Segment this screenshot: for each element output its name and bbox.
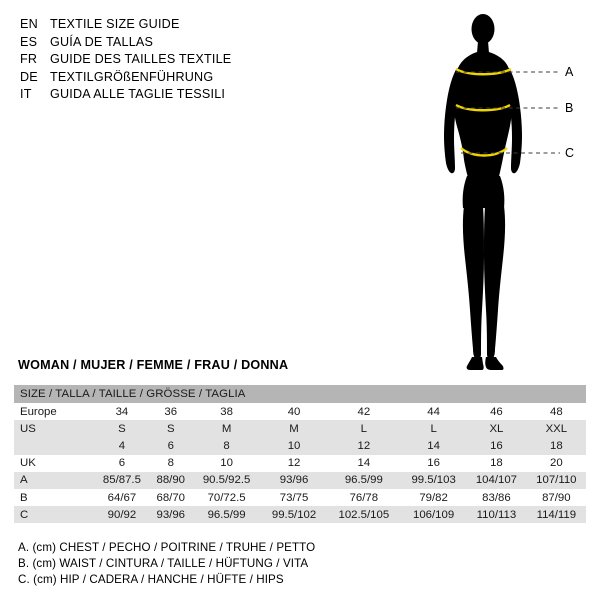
table-cell: 70/72.5 (192, 489, 262, 506)
table-cell: S (94, 420, 150, 437)
section-title: WOMAN / MUJER / FEMME / FRAU / DONNA (18, 358, 289, 372)
row-label: US (14, 420, 94, 437)
row-label: UK (14, 455, 94, 472)
table-cell: L (327, 420, 401, 437)
silhouette-svg (420, 8, 590, 378)
table-cell: 6 (94, 455, 150, 472)
table-cell: 102.5/105 (327, 506, 401, 523)
table-cell: 79/82 (401, 489, 466, 506)
table-cell: 93/96 (261, 472, 326, 489)
table-row (14, 472, 586, 489)
table-cell: 99.5/102 (261, 506, 326, 523)
table-cell: XL (466, 420, 526, 437)
table-cell: 38 (192, 403, 262, 420)
language-code: IT (20, 87, 32, 101)
table-cell: 44 (401, 403, 466, 420)
table-cell: 42 (327, 403, 401, 420)
table-cell: 64/67 (94, 489, 150, 506)
table-cell: 46 (466, 403, 526, 420)
table-cell: 18 (527, 437, 586, 454)
table-cell: 8 (192, 437, 262, 454)
table-cell: 90.5/92.5 (192, 472, 262, 489)
language-row (20, 34, 350, 52)
table-cell: 104/107 (466, 472, 526, 489)
table-header-cell: SIZE / TALLA / TAILLE / GRÖSSE / TAGLIA (14, 385, 586, 403)
table-cell: 88/90 (150, 472, 192, 489)
table-row (14, 420, 586, 437)
table-cell: 4 (94, 437, 150, 454)
table-cell: M (192, 420, 262, 437)
measurement-notes (18, 540, 315, 587)
table-cell: 107/110 (527, 472, 586, 489)
table-cell: 96.5/99 (327, 472, 401, 489)
table-cell: 6 (150, 437, 192, 454)
table-cell: XXL (527, 420, 586, 437)
table-row (14, 506, 586, 523)
table-cell: 8 (150, 455, 192, 472)
table-cell: 18 (466, 455, 526, 472)
table-cell: 76/78 (327, 489, 401, 506)
language-code: EN (20, 17, 38, 31)
row-label: A (14, 472, 94, 489)
table-cell: 48 (527, 403, 586, 420)
language-title: GUIDE DES TAILLES TEXTILE (50, 52, 232, 66)
table-cell: 83/86 (466, 489, 526, 506)
table-cell: 73/75 (261, 489, 326, 506)
language-row (20, 16, 350, 34)
table-cell: 12 (327, 437, 401, 454)
table-cell: 85/87.5 (94, 472, 150, 489)
language-title: GUIDA ALLE TAGLIE TESSILI (50, 87, 226, 101)
measure-label-c: C (565, 146, 575, 160)
table-row (14, 489, 586, 506)
table-row (14, 455, 586, 472)
measure-label-b: B (565, 101, 574, 115)
table-cell: 14 (401, 437, 466, 454)
table-cell: 93/96 (150, 506, 192, 523)
table-cell: S (150, 420, 192, 437)
table-cell: 34 (94, 403, 150, 420)
row-label: B (14, 489, 94, 506)
table-cell: 16 (401, 455, 466, 472)
table-cell: 106/109 (401, 506, 466, 523)
language-row (20, 86, 350, 104)
table-cell: 40 (261, 403, 326, 420)
table-cell: M (261, 420, 326, 437)
measure-label-a: A (565, 65, 574, 79)
table-header-row (14, 385, 586, 403)
table-cell: 110/113 (466, 506, 526, 523)
language-title: GUÍA DE TALLAS (50, 34, 154, 49)
size-table (14, 385, 586, 523)
table-cell: 10 (261, 437, 326, 454)
table-row (14, 437, 586, 454)
table-cell: 99.5/103 (401, 472, 466, 489)
table-cell: 68/70 (150, 489, 192, 506)
table-cell: 14 (327, 455, 401, 472)
note-waist: B. (cm) WAIST / CINTURA / TAILLE / HÜFTUNG / VITA (18, 556, 309, 570)
language-code: DE (20, 69, 38, 84)
note-chest: A. (cm) CHEST / PECHO / POITRINE / TRUHE / PETTO (18, 541, 316, 554)
language-header-block (20, 16, 350, 104)
language-title: TEXTILE SIZE GUIDE (50, 17, 180, 31)
language-title: TEXTILGRÖßENFÜHRUNG (50, 69, 214, 84)
table-cell: 12 (261, 455, 326, 472)
language-row (20, 69, 350, 87)
language-row (20, 51, 350, 69)
table-cell: 20 (527, 455, 586, 472)
table-cell: 90/92 (94, 506, 150, 523)
table-cell: 96.5/99 (192, 506, 262, 523)
table-row (14, 403, 586, 420)
table-cell: 36 (150, 403, 192, 420)
table-cell: 10 (192, 455, 262, 472)
table-cell: L (401, 420, 466, 437)
row-label (14, 437, 94, 454)
table-cell: 114/119 (527, 506, 586, 523)
language-code: ES (20, 34, 38, 49)
language-code: FR (20, 52, 38, 66)
table-cell: 16 (466, 437, 526, 454)
note-hip: C. (cm) HIP / CADERA / HANCHE / HÜFTE / HIPS (18, 572, 284, 586)
table-cell: 87/90 (527, 489, 586, 506)
row-label: Europe (14, 403, 94, 420)
row-label: C (14, 506, 94, 523)
female-silhouette-figure (420, 8, 590, 378)
